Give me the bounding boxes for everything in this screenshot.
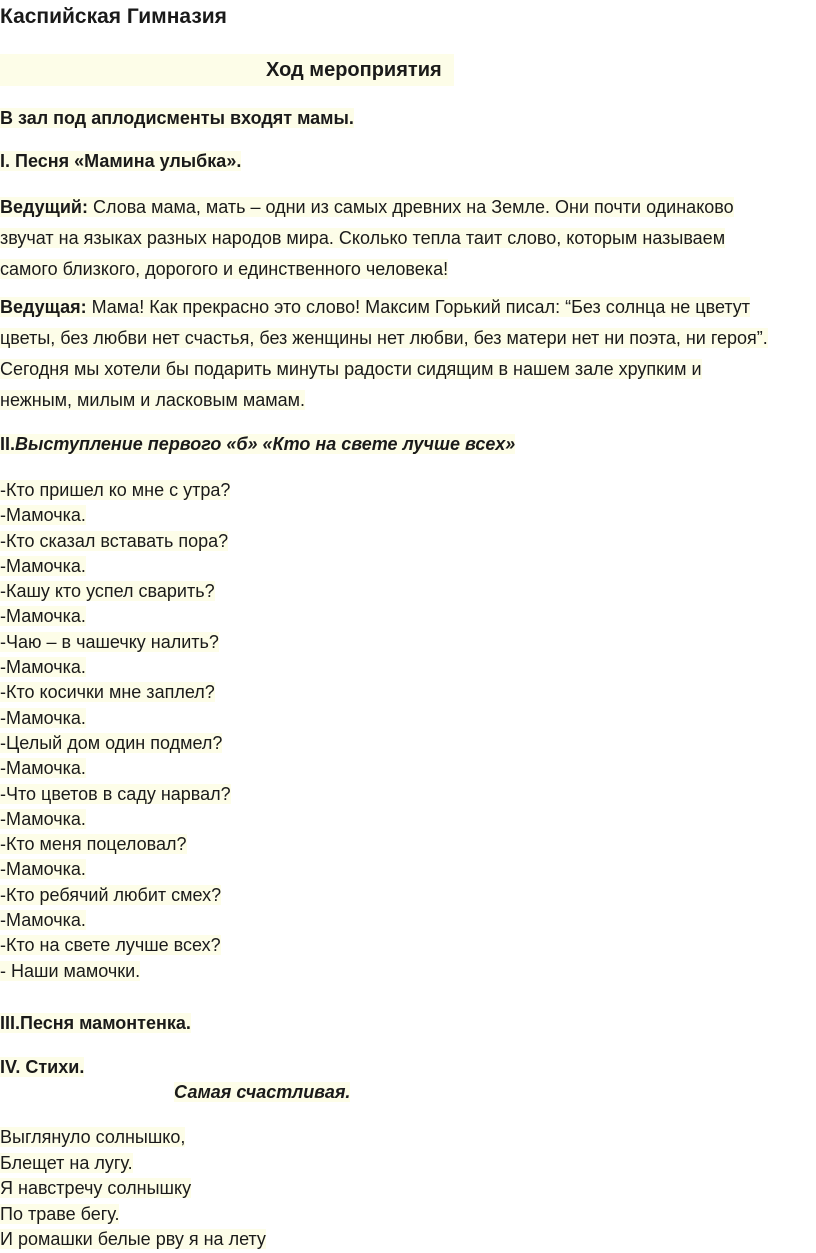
section-3-text: III.Песня мамонтенка.: [0, 1013, 191, 1033]
poem-line: По траве бегу.: [0, 1203, 120, 1224]
host-female-line-3: Сегодня мы хотели бы подарить минуты радости сидящим в нашем зале хрупким и: [0, 359, 702, 379]
poem-line: Блещет на лугу.: [0, 1152, 133, 1173]
host-male-line-3: самого близкого, дорогого и единственного человека!: [0, 259, 449, 279]
section-3-heading: [0, 1011, 191, 1036]
host-female-line-4: нежным, милым и ласковым мамам.: [0, 390, 305, 410]
host-female-line-1: Мама! Как прекрасно это слово! Максим Горький писал: “Без солнца не цветут: [86, 297, 751, 317]
dialogue-line: -Мамочка.: [0, 808, 86, 829]
dialogue-line: -Целый дом один подмел?: [0, 732, 223, 753]
dialogue-line: -Мамочка.: [0, 555, 86, 576]
event-title: Ход мероприятия: [266, 59, 442, 81]
dialogue-line: -Чаю – в чашечку налить?: [0, 631, 219, 652]
host-male-line-2: звучат на языках разных народов мира. Сколько тепла таит слово, которым называем: [0, 228, 726, 248]
host-female-line-2: цветы, без любви нет счастья, без женщины нет любви, без матери нет ни поэта, ни героя”.: [0, 328, 768, 348]
intro-text: В зал под аплодисменты входят мамы.: [0, 108, 354, 128]
host-male-line-1: Слова мама, мать – одни из самых древних на Земле. Они почти одинаково: [87, 197, 734, 217]
poem-title: [174, 1080, 350, 1105]
dialogue-line: -Кто меня поцеловал?: [0, 834, 187, 855]
dialogue-line: -Мамочка.: [0, 758, 86, 779]
dialogue-line: -Мамочка.: [0, 505, 86, 526]
dialogue-line: -Мамочка.: [0, 657, 86, 678]
dialogue-line: -Мамочка.: [0, 859, 86, 880]
host-female-paragraph: [0, 292, 816, 416]
dialogue-line: -Мамочка.: [0, 707, 86, 728]
poem-line: Я навстречу солнышку: [0, 1178, 192, 1198]
dialogue-line: -Кто на свете лучше всех?: [0, 935, 221, 956]
section-2-number: II.: [0, 434, 16, 454]
section-4-heading: [0, 1055, 84, 1080]
host-female-speaker: Ведущая:: [0, 297, 87, 317]
dialogue-line: -Кашу кто успел сварить?: [0, 581, 215, 602]
dialogue-line: -Что цветов в саду нарвал?: [0, 783, 231, 804]
dialogue-line: - Наши мамочки.: [0, 960, 141, 981]
section-2-title: Выступление первого «б» «Кто на свете лучше всех»: [15, 434, 516, 454]
dialogue-line: -Кто ребячий любит смех?: [0, 884, 222, 905]
section-2-heading: [0, 432, 515, 457]
poem-title-text: Самая счастливая.: [174, 1082, 351, 1102]
poem-lines: [0, 1125, 266, 1253]
dialogue-line: -Кто косички мне заплел?: [0, 682, 215, 703]
school-name: Каспийская Гимназия: [0, 5, 227, 28]
section-1-heading: [0, 149, 241, 174]
dialogue-line: -Кто сказал вставать пора?: [0, 530, 229, 551]
section-1-text: I. Песня «Мамина улыбка».: [0, 151, 242, 171]
dialogue-line: -Мамочка.: [0, 606, 86, 627]
section-4-text: IV. Стихи.: [0, 1057, 85, 1077]
dialogue-line: -Мамочка.: [0, 910, 86, 931]
host-male-paragraph: [0, 192, 816, 285]
poem-line: Выглянуло солнышко,: [0, 1127, 186, 1147]
intro-line: [0, 106, 354, 131]
dialogue-line: -Кто пришел ко мне с утра?: [0, 480, 231, 500]
poem-line: И ромашки белые рву я на лету: [0, 1229, 266, 1249]
host-male-speaker: Ведущий:: [0, 197, 88, 217]
dialogue-list: [0, 478, 231, 984]
